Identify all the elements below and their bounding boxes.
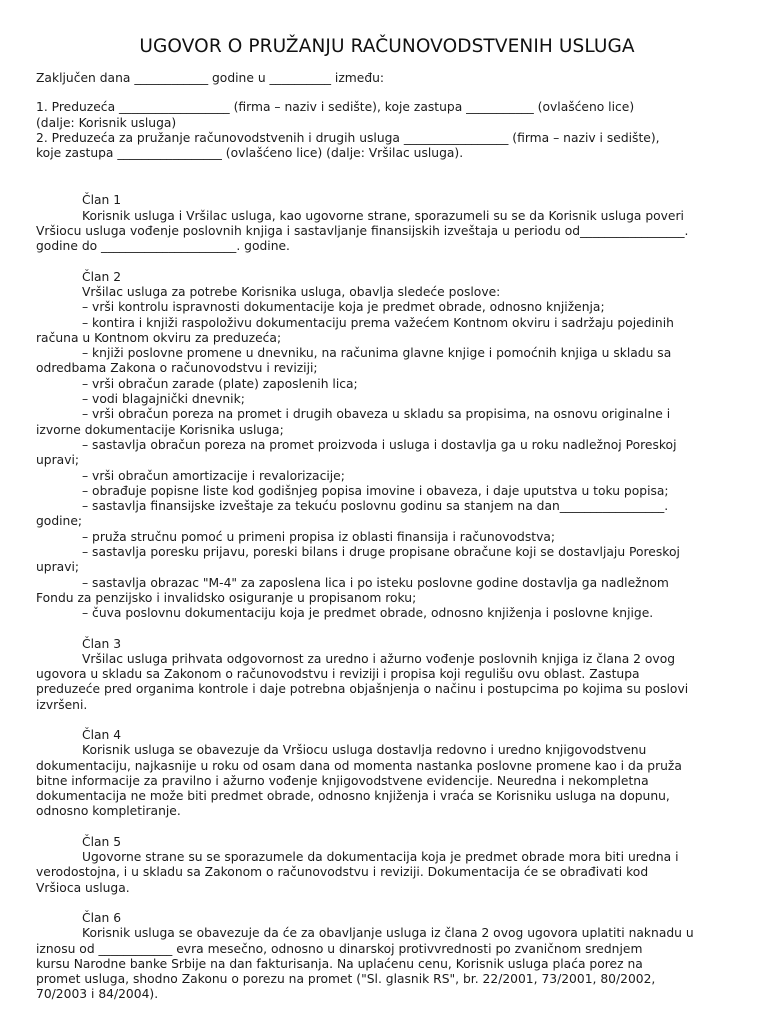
article-4 [36,728,738,820]
article-2 [36,270,738,622]
party-2-line: koje zastupa _________________ (ovlašćeno lice) (dalje: Vršilac usluga). [36,146,464,161]
article-line: – sastavlja obrazac "M-4" za zaposlena lica i po isteku poslovne godine dostavlja ga nadležnom [82,575,669,590]
article-line: kursu Narodne banke Srbije na dan fakturisanja. Na uplaćenu cenu, Korisnik usluga plaća porez na [36,956,643,971]
party-2-line: 2. Preduzeća za pružanje računovodstvenih i drugih usluga _________________ (firma – naziv i sedište), [36,130,660,145]
article-line: – vodi blagajnički dnevnik; [82,392,245,407]
article-heading: Član 1 [82,193,122,208]
article-line: godine; [36,514,83,529]
article-line: – čuva poslovnu dokumentaciju koja je predmet obrade, odnosno knjiženja i poslovne knjige. [82,606,654,621]
article-heading: Član 3 [82,636,122,651]
article-line: – pruža stručnu pomoć u primeni propisa iz oblasti finansija i računovodstva; [82,529,556,544]
article-line: – vrši kontrolu ispravnosti dokumentacije koja je predmet obrade, odnosno knjiženja; [82,300,605,315]
article-heading: Član 2 [82,269,122,284]
article-3 [36,637,738,713]
article-line: Ugovorne strane su se sporazumele da dokumentacija koja je predmet obrade mora biti uredna i [82,850,679,865]
document-title: UGOVOR O PRUŽANJU RAČUNOVODSTVENIH USLUGA [139,36,635,57]
article-line: verodostojna, i u skladu sa Zakonom o računovodstvu i reviziji. Dokumentacija će se obrađivati kod [36,865,649,880]
party-1-line: (dalje: Korisnik usluga) [36,115,177,130]
intro-line: Zaključen dana ____________ godine u __________ između: [36,71,385,85]
article-line: upravi; [36,560,80,575]
article-line: godine do ______________________. godine. [36,239,290,254]
article-1 [36,193,738,254]
article-line: – sastavlja poresku prijavu, poreski bilans i druge propisane obračune koji se dostavljaju Poreskoj [82,545,680,560]
article-line: Fondu za penzijsko i invalidsko osiguranje u propisanom roku; [36,590,417,605]
article-line: bitne informacije za pravilno i ažurno vođenje knjigovodstvene evidencije. Neuredna i nekompletna [36,773,649,788]
article-line: – obrađuje popisne liste kod godišnjeg popisa imovine i obaveza, i daje uputstva u toku popisa; [82,483,669,498]
article-heading: Član 5 [82,834,122,849]
article-line: – vrši obračun poreza na promet i drugih obaveza u skladu sa propisima, na osnovu originalne i [82,407,671,422]
contract-intro [36,71,738,161]
article-6 [36,911,738,1003]
article-line: dokumentacija ne može biti predmet obrade, odnosno knjiženja i vraća se Korisniku usluga na dopunu, [36,789,670,804]
article-line: preduzeće pred organima kontrole i daje potrebna objašnjenja o načinu i postupcima po kojima su poslovi [36,682,689,697]
article-line: izvršeni. [36,697,88,712]
article-line: Korisnik usluga i Vršilac usluga, kao ugovorne strane, sporazumeli su se da Korisnik usluga poveri [82,208,684,223]
article-line: odredbama Zakona o računovodstvu i reviziji; [36,361,318,376]
article-line: ugovora u skladu sa Zakonom o računovodstvu i reviziji i propisa koji regulišu ovu oblast. Zastupa [36,667,640,682]
article-heading: Član 6 [82,910,122,925]
article-line: iznosu od ____________ evra mesečno, odnosno u dinarskoj protivvrednosti po zvaničnom srednjem [36,941,643,956]
party-1-line: 1. Preduzeća __________________ (firma – naziv i sedište), koje zastupa ___________ (ovlašćeno lice) [36,100,635,115]
article-line: Vršilac usluga prihvata odgovornost za uredno i ažurno vođenje poslovnih knjiga iz člana 2 ovog [82,651,676,666]
article-5 [36,835,738,896]
article-line: računa u Kontnom okviru za preduzeća; [36,330,282,345]
article-line: promet usluga, shodno Zakonu o porezu na promet ("Sl. glasnik RS", br. 22/2001, 73/2001, 80/2002, [36,972,656,987]
article-line: odnosno kompletiranje. [36,804,181,819]
article-2-list [36,285,738,622]
article-line: 70/2003 i 84/2004). [36,987,159,1002]
article-line: Korisnik usluga se obavezuje da Vršiocu usluga dostavlja redovno i uredno knjigovodstvenu [82,743,647,758]
article-line: Vršiocu usluga vođenje poslovnih knjiga i sastavljanje finansijskih izveštaja u periodu od_________________. [36,224,689,239]
article-line: – sastavlja obračun poreza na promet proizvoda i usluga i dostavlja ga u roku nadležnoj Poreskoj [82,437,677,452]
article-line: Vršioca usluga. [36,880,130,895]
article-line: Vršilac usluga za potrebe Korisnika usluga, obavlja sledeće poslove: [82,284,501,299]
article-line: upravi; [36,453,80,468]
article-line: – vrši obračun amortizacije i revalorizacije; [82,468,345,483]
article-heading: Član 4 [82,727,122,742]
article-line: – vrši obračun zarade (plate) zaposlenih lica; [82,376,358,391]
article-line: – sastavlja finansijske izveštaje za tekuću poslovnu godinu sa stanjem na dan_________________. [82,499,669,514]
article-line: izvorne dokumentacije Korisnika usluga; [36,422,284,437]
article-line: dokumentaciju, najkasnije u roku od osam dana od momenta nastanka poslovne promene kao i da pruža [36,758,682,773]
article-line: – knjiži poslovne promene u dnevniku, na računima glavne knjige i pomoćnih knjiga u skladu sa [82,346,672,361]
article-line: – kontira i knjiži raspoloživu dokumentaciju prema važećem Kontnom okviru i sadržaju pojedinih [82,315,674,330]
article-line: Korisnik usluga se obavezuje da će za obavljanje usluga iz člana 2 ovog ugovora uplatiti naknadu u [82,926,694,941]
